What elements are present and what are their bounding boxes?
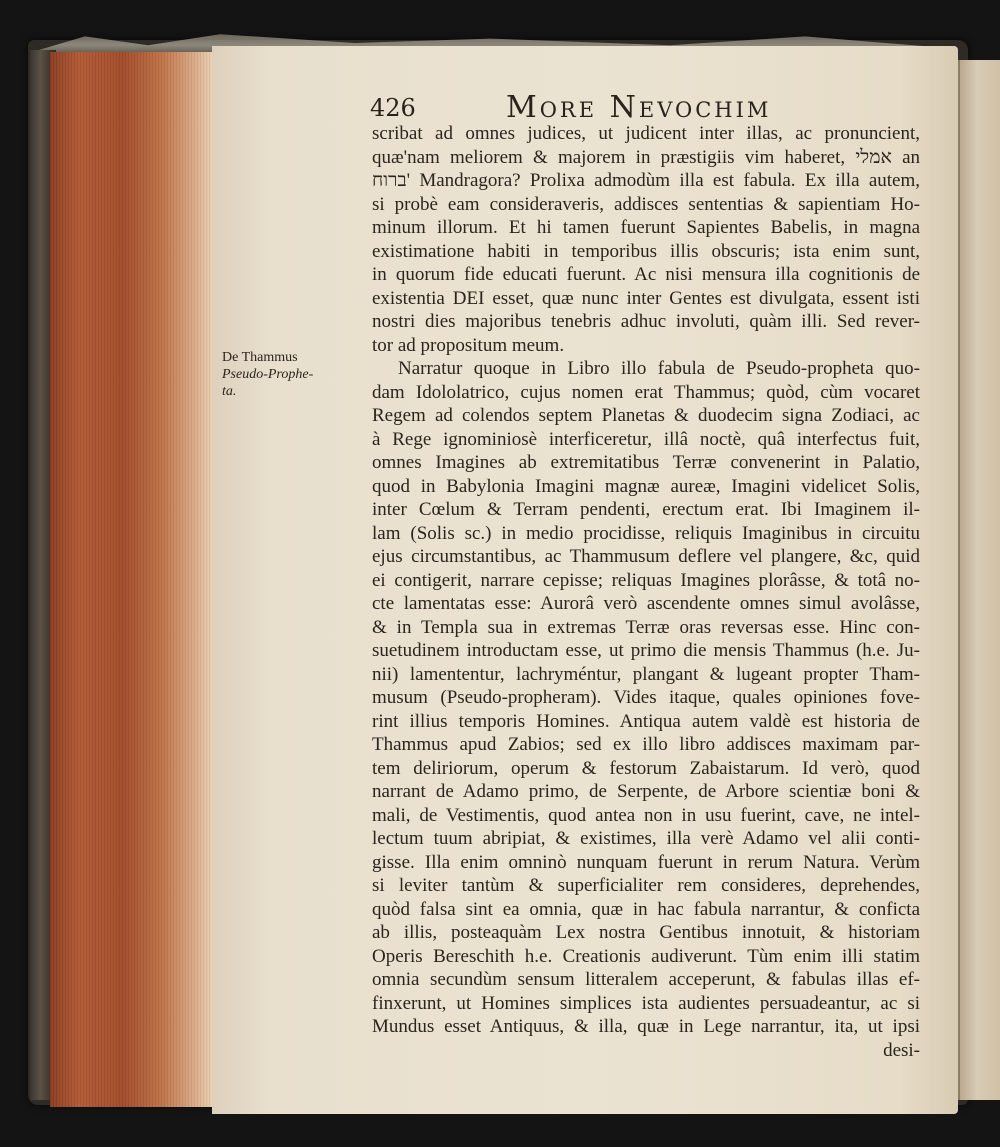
- text-line: si probè eam consideraveris, addisces sententias & sapientiam Ho-: [372, 193, 920, 215]
- text-line: minum illorum. Et hi tamen fuerunt Sapientes Babelis, in magna: [372, 217, 920, 238]
- text-line: nii) lamententur, lachryméntur, plangant & lugeant propter Tham-: [372, 663, 920, 685]
- text-line: inter Cœlum & Terram pendenti, erectum erat. Ibi Imaginem il-: [372, 499, 920, 520]
- text-line: tor ad propositum meum.: [372, 334, 565, 356]
- text-line: lectum tuum abripiat, & existimes, illa verè Adamo vel alii conti-: [372, 828, 920, 849]
- text-line: Narratur quoque in Libro illo fabula de Pseudo-propheta quo-: [398, 358, 920, 379]
- marginal-note-line: Pseudo-Prophe-: [222, 367, 314, 382]
- text-line: narrant de Adamo primo, de Serpente, de Arbore scientiæ boni &: [372, 781, 920, 802]
- text-line: scribat ad omnes judices, ut judicent inter illas, ac pronuncient,: [372, 123, 920, 144]
- text-line: Thammus apud Zabios; sed ex illo libro addisces maximam par-: [372, 734, 920, 755]
- text-line: à Rege ignominiosè interficeretur, illâ noctè, quâ interfectus fuit,: [372, 428, 920, 450]
- text-line: quod in Babylonia Imagini magnæ aureæ, Imagini videlicet Solis,: [372, 475, 920, 497]
- text-line: finxerunt, ut Homines simplices ista audientes persuadeantur, ac si: [372, 992, 920, 1014]
- text-line: ברוח' Mandragora? Prolixa admodùm illa est fabula. Ex illa autem,: [372, 170, 920, 191]
- text-line: quòd falsa sint ea omnia, quæ in hac fabula narrantur, & conficta: [372, 898, 920, 920]
- text-line: musum (Pseudo-propheram). Vides itaque, quales opiniones fove-: [372, 687, 920, 708]
- text-line: mali, de Vestimentis, quod antea non in usu fuerint, cave, ne intel-: [372, 804, 920, 826]
- text-line: desi-: [883, 1039, 920, 1061]
- red-page-edges: [50, 52, 213, 1107]
- text-line: si leviter tantùm & superficialiter rem consideres, deprehendes,: [372, 875, 920, 896]
- text-line: rint illius temporis Homines. Antiqua autem valdè est historia de: [372, 710, 920, 732]
- text-line: nostri dies majoribus tenebris adhuc involuti, quàm illi. Sed rever-: [372, 311, 920, 332]
- text-line: tem deliriorum, operum & festorum Zabaistarum. Id verò, quod: [372, 757, 920, 779]
- marginal-note: [222, 349, 372, 400]
- text-line: suetudinem introductam esse, ut primo die mensis Thammus (h.e. Ju-: [372, 640, 920, 661]
- text-line: omnes Imagines ab extremitatibus Terræ convenerint in Palatio,: [372, 452, 920, 473]
- text-line: dam Idololatrico, cujus nomen erat Thammus; quòd, cùm vocaret: [372, 381, 920, 403]
- text-line: gisse. Illa enim omninò nunquam fuerunt in rerum Natura. Verùm: [372, 851, 920, 873]
- text-line: & in Templa sua in extremas Terræ oras reversas esse. Hinc con-: [372, 616, 920, 638]
- page-number: 426: [370, 94, 416, 122]
- text-line: ei contigerit, narrare cepisse; reliquas Imagines plorâsse, & totâ no-: [372, 569, 920, 591]
- text-line: Operis Bereschith h.e. Creationis audiverunt. Tùm enim illi statim: [372, 945, 920, 967]
- text-line: cte lamentatas esse: Aurorâ verò ascendente omnes simul avolâsse,: [372, 593, 920, 614]
- marginal-note-line: De Thammus: [222, 350, 298, 365]
- page-title: More Nevochim: [506, 90, 772, 125]
- text-line: ab illis, posteaquàm Lex nostra Gentibus innotuit, & historiam: [372, 922, 920, 943]
- text-line: omnia secundùm sensum litteralem acceperunt, & fabulas illas ef-: [372, 969, 920, 990]
- facing-page-edge: [958, 60, 1000, 1100]
- text-line: existimatione habiti in temporibus illis obscuris; ista enim sunt,: [372, 240, 920, 262]
- marginal-note-line: ta.: [222, 384, 237, 399]
- text-line: ejus circumstantibus, ac Thammusum deflere vel plangere, &c, quid: [372, 546, 920, 567]
- text-line: in quorum fide educati fuerunt. Ac nisi mensura illa cognitionis de: [372, 264, 920, 285]
- text-line: Regem ad colendos septem Planetas & duodecim signa Zodiaci, ac: [372, 405, 920, 426]
- text-line: Mundus esset Antiquus, & illa, quæ in Lege narrantur, ita, ut ipsi: [372, 1016, 920, 1037]
- text-line: lam (Solis sc.) in medio procidisse, reliquis Imaginibus in circuitu: [372, 522, 920, 544]
- text-line: existentia DEI esset, quæ nunc inter Gentes est divulgata, essent isti: [372, 287, 920, 309]
- text-line: quæ'nam meliorem & majorem in præstigiis vim haberet, אמלי an: [372, 146, 920, 168]
- body-text: [372, 122, 920, 1062]
